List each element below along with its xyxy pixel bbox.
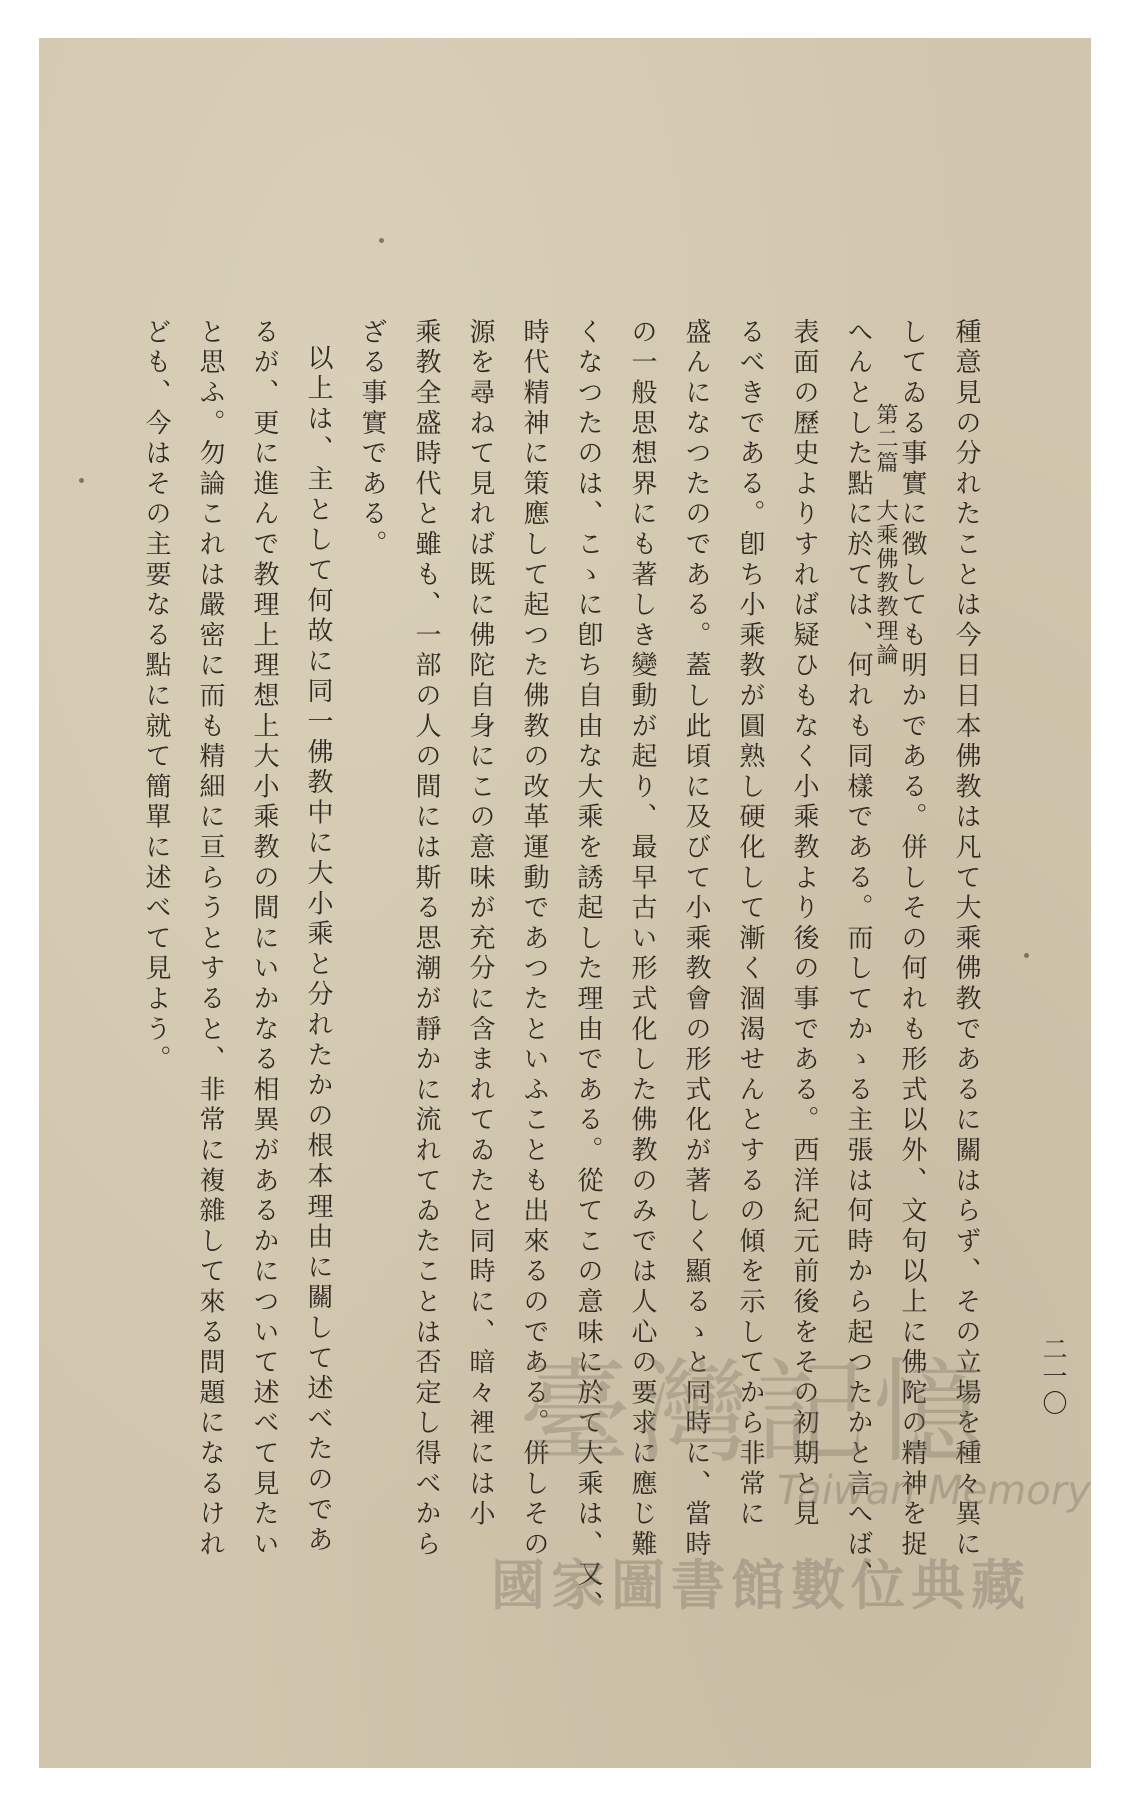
body-line: 表面の歷史よりすれば疑ひもなく小乘教より後の事である。西洋紀元前後をその初期と見 [789,318,819,1530]
body-line: してゐる事實に徴しても明かである。併しその何れも形式以外、文句以上に佛陀の精神を捉 [897,318,927,1561]
body-line: ども、今はその主要なる點に就て簡單に述べて見よう。 [141,318,171,1076]
body-line: へんとした點に於ては、何れも同樣である。而してかゝる主張は何時から起つたかと言へば、 [843,318,873,1591]
paper-speck [1024,953,1029,958]
watermark-english: Taiwan Memory [777,1468,1091,1514]
body-line: 種意見の分れたことは今日日本佛教は凡て大乘佛教であるに關はらず、その立場を種々異に [951,318,981,1561]
running-title: 第二篇 大乘佛教教理論 [873,403,898,667]
body-line: 乘教全盛時代と雖も、一部の人の間には斯る思潮が靜かに流れてゐたことは否定し得べから [411,318,441,1561]
paper-speck [379,238,384,243]
body-line: るべきである。卽ち小乘教が圓熟し硬化して漸く涸渴せんとするの傾を示してから非常に [735,318,765,1530]
body-line: るが、更に進んで教理上理想上大小乘教の間にいかなる相異があるかについて述べて見たい [249,318,279,1561]
body-line: ざる事實である。 [357,318,387,561]
body-line: 源を尋ねて見れば既に佛陀自身にこの意味が充分に含まれてゐたと同時に、暗々裡には小 [465,318,495,1530]
scanned-page [39,38,1091,1768]
watermark-script: 臺灣記憶 [519,1348,991,1478]
paper-speck [79,478,84,483]
body-line: の一般思想界にも著しき變動が起り、最早古い形式化した佛教のみでは人心の要求に應じ難 [627,318,657,1561]
watermark-institution: 國家圖書館數位典藏 [491,1554,1031,1617]
page-number: 二一〇 [1039,1336,1068,1417]
body-line: 以上は、主として何故に同一佛教中に大小乘と分れたかの根本理由に關して述べたのであ [303,344,333,1556]
body-line: 盛んになつたのである。蓋し此頃に及びて小乘教會の形式化が著しく顯るゝと同時に、當時 [681,318,711,1561]
body-line: と思ふ。勿論これは嚴密に而も精細に亘らうとすると、非常に複雜して來る問題になるけれ [195,318,225,1561]
body-line: くなつたのは、こゝに卽ち自由な大乘を誘起した理由である。從てこの意味に於て大乘は、又、 [573,318,603,1621]
body-line: 時代精神に策應して起つた佛教の改革運動であつたといふことも出來るのである。併しその [519,318,549,1561]
